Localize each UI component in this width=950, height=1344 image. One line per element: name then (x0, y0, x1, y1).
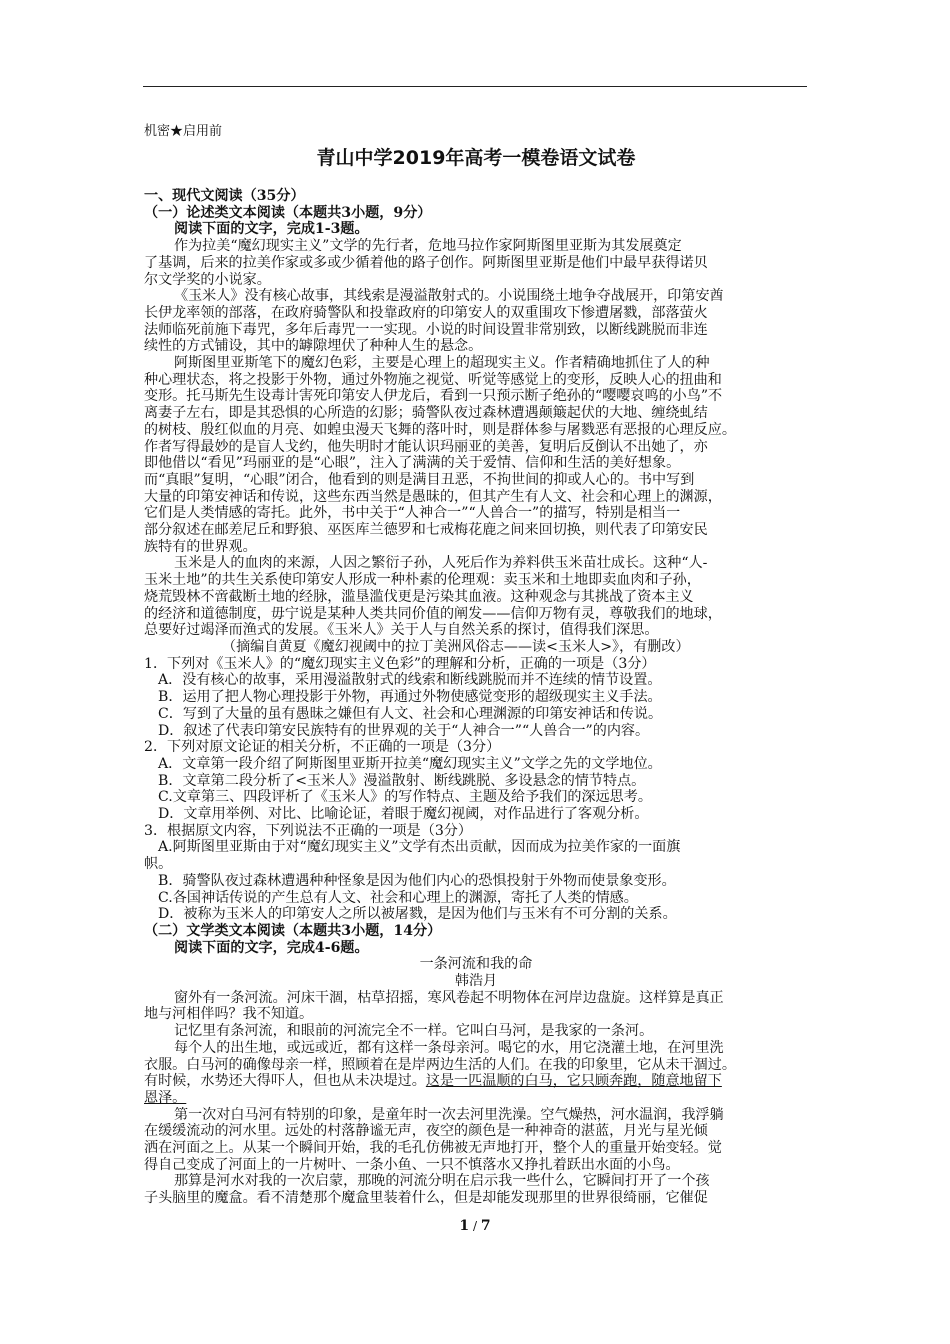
option-c: C.文章第三、四段评析了《玉米人》的写作特点、主题及给予我们的深远思考。 (158, 789, 652, 806)
question-1 (144, 656, 808, 740)
text-line: 大量的印第安神话和传说，这些东西当然是愚昧的，但其产生有人文、社会和心理上的渊源， (144, 488, 722, 505)
text-line: 第一次对白马河有特别的印象，是童年时一次去河里洗澡。空气燥热，河水温润，我浮躺 (174, 1106, 724, 1123)
text-line: 衣服。白马河的确像母亲一样，照顾着在是岸两边生活的人们。在我的印象里，它从未干涸过。 (144, 1056, 736, 1073)
text-line: 子头脑里的魔盒。看不清楚那个魔盒里装着什么，但是却能发现那里的世界很绮丽，它催促 (144, 1190, 708, 1207)
text-line: 窗外有一条河流。河床干涸，枯草招摇，寒风卷起不明物体在河岸边盘旋。这样算是真正 (174, 989, 724, 1006)
option-b: B．骑警队夜过森林遭遇种种怪象是因为他们内心的恐惧投射于外物而使景象变形。 (158, 872, 676, 889)
text-line: 玉米是人的血肉的来源，人因之繁衍子孙，人死后作为养料供玉米苗壮成长。这种“人- (174, 555, 708, 572)
option-a-continued: 帜。 (144, 856, 173, 873)
question-stem: 1．下列对《玉米人》的“魔幻现实主义色彩”的理解和分析，正确的一项是（3分） (144, 655, 656, 672)
option-a: A．文章第一段介绍了阿斯图里亚斯开拉美“魔幻现实主义”文学之先的文学地位。 (158, 755, 662, 772)
text-line: 在缓缓流动的河水里。远处的村落静谧无声，夜空的颜色是一种神奇的湛蓝，月光与星光倾 (144, 1123, 708, 1140)
text-line: 地与河相伴吗？我不知道。 (144, 1006, 314, 1023)
text-line: 变形。托马斯先生设毒计害死印第安人伊龙后，看到一只预示断子绝孙的“嘤嘤哀鸣的小鸟”不 (144, 388, 723, 405)
paragraph-3 (144, 355, 808, 555)
option-b: B．文章第二段分析了<玉米人》漫溢散射、断线跳脱、多设悬念的情节特点。 (158, 772, 646, 789)
paragraph-2 (144, 288, 808, 355)
page-separator: / (469, 1219, 481, 1233)
secret-label: 机密★启用前 (144, 124, 223, 139)
story-paragraph-4 (144, 1107, 808, 1174)
story-title: 一条河流和我的命 (419, 956, 533, 973)
text-line: 离妻子左右，即是其恐惧的心所造的幻影；骑警队夜过森林遭遇颠簸起伏的大地、缠绕虬结 (144, 405, 708, 422)
text-line: 洒在河面之上。从某一个瞬间开始，我的毛孔仿佛被无声地打开，整个人的重量开始变轻。觉 (144, 1140, 722, 1157)
text-line: 法师临死前施下毒咒，多年后毒咒一一实现。小说的时间设置非常别致，以断线跳脱而非连 (144, 321, 708, 338)
page-number (0, 1218, 950, 1234)
option-d: D．被称为玉米人的印第安人之所以被屠戮，是因为他们与玉米有不可分割的关系。 (158, 906, 677, 923)
option-d: D．叙述了代表印第安民族特有的世界观的关于“人神合一”“人兽合一”的内容。 (158, 722, 650, 739)
underlined-sentence: 这是一匹温顺的白马，它只顾奔跑，随意地留下 (425, 1073, 722, 1090)
text-line: 长伊龙率领的部落，在政府骑警队和投靠政府的印第安人的双重围攻下惨遭屠戮，部落萤火 (144, 304, 708, 321)
part1-instruction: 阅读下面的文字，完成1-3题。 (174, 221, 369, 238)
text-line: 作者写得最妙的是盲人戈约，他失明时才能认识玛丽亚的美善，复明后反倒认不出她了，亦 (144, 438, 708, 455)
part1-heading: （一）论述类文本阅读（本题共3小题，9分） (144, 204, 432, 221)
story-paragraph-2 (144, 1023, 808, 1040)
option-d: D．文章用举例、对比、比喻论证，着眼于魔幻视阈，对作品进行了客观分析。 (158, 806, 649, 823)
source-citation: （摘编自黄夏《魔幻视阈中的拉丁美洲风俗志——读<玉米人>》，有删改） (222, 638, 690, 655)
option-c: C．写到了大量的虽有愚昧之嫌但有人文、社会和心理渊源的印第安神话和传说。 (158, 705, 663, 722)
text-line: 作为拉美“魔幻现实主义”文学的先行者，危地马拉作家阿斯图里亚斯为其发展奠定 (174, 238, 682, 255)
text-line: 那算是河水对我的一次启蒙，那晚的河流分明在启示我一些什么，它瞬间打开了一个孩 (174, 1173, 710, 1190)
header-rule (143, 86, 807, 87)
text-line: 即他借以“看见”玛丽亚的是“心眼”，注入了满满的关于爱情、信仰和生活的美好想象。 (144, 455, 681, 472)
exam-page (144, 124, 808, 1207)
option-a: A．没有核心的故事，采用漫溢散射式的线索和断线跳脱而并不连续的情节设置。 (158, 672, 662, 689)
text-line: 记忆里有条河流，和眼前的河流完全不一样。它叫白马河，是我家的一条河。 (174, 1023, 654, 1040)
text-line: 总要好过竭泽而渔式的发展。《玉米人》关于人与自然关系的探讨，值得我们深思。 (144, 622, 659, 639)
text-span: 有时候，水势还大得吓人，但也从未决堤过。 (144, 1073, 426, 1090)
option-c: C.各国神话传说的产生总有人文、社会和心理上的渊源，寄托了人类的情感。 (158, 889, 638, 906)
part2-instruction: 阅读下面的文字，完成4-6题。 (174, 939, 369, 956)
text-line: 的经济和道德制度，毋宁说是某种人类共同价值的阐发——信仰万物有灵，尊敬我们的地球， (144, 605, 722, 622)
question-3 (144, 823, 808, 923)
story-paragraph-5 (144, 1173, 808, 1206)
text-line: 每个人的出生地，或远或近，都有这样一条母亲河。喝它的水，用它浇灌土地，在河里洗 (174, 1039, 724, 1056)
question-2 (144, 739, 808, 823)
page-current: 1 (459, 1218, 470, 1234)
story-paragraph-1 (144, 990, 808, 1023)
text-line (144, 1090, 808, 1107)
text-line: 《玉米人》没有核心故事，其线索是漫溢散射式的。小说围绕土地争夺战展开，印第安酋 (174, 288, 724, 305)
story-author: 韩浩月 (454, 973, 498, 990)
text-line: 的树枝、殷红似血的月亮、如蝗虫漫天飞舞的落叶时，则是群体参与屠戮恶有恶报的心理反应。 (144, 421, 736, 438)
question-stem: 3．根据原文内容，下列说法不正确的一项是（3分） (144, 822, 472, 839)
text-line: 了基调，后来的拉美作家或多或少循着他的路子创作。阿斯图里亚斯是他们中最早获得诺贝 (144, 254, 708, 271)
question-stem: 2．下列对原文论证的相关分析，不正确的一项是（3分） (144, 739, 501, 756)
paragraph-4 (144, 555, 808, 639)
part2-heading: （二）文学类文本阅读（本题共3小题，14分） (144, 922, 442, 939)
text-line (144, 1073, 808, 1090)
text-line: 它们是人类情感的寄托。此外，书中关于“人神合一”“人兽合一”的描写，特别是相当一 (144, 505, 681, 522)
text-line: 部分叙述在邮差尼丘和野狼、巫医库兰德罗和七戒梅花鹿之间来回切换，则代表了印第安民 (144, 522, 708, 539)
text-line: 续性的方式铺设，其中的罅隙埋伏了种种人生的悬念。 (144, 338, 483, 355)
option-a: A.阿斯图里亚斯由于对“魔幻现实主义”文学有杰出贡献，因而成为拉美作家的一面旗 (158, 839, 681, 856)
page-total: 7 (480, 1218, 491, 1234)
text-line: 得自己变成了河面上的一片树叶、一条小鱼、一只不慎落水又挣扎着跃出水面的小鸟。 (144, 1156, 680, 1173)
paragraph-1 (144, 238, 808, 288)
underlined-sentence-end: 恩泽。 (144, 1089, 187, 1106)
text-line: 尔文学奖的小说家。 (144, 271, 271, 288)
text-line: 而“真眼”复明，“心眼”闭合，他看到的则是满目丑恶，不拘世间的抑或人心的。书中写到 (144, 471, 695, 488)
text-line: 种心理状态，将之投影于外物，通过外物施之视觉、听觉等感觉上的变形，反映人心的扭曲和 (144, 371, 722, 388)
option-b: B．运用了把人物心理投影于外物，再通过外物使感觉变形的超级现实主义手法。 (158, 689, 662, 706)
text-line: 阿斯图里亚斯笔下的魔幻色彩，主要是心理上的超现实主义。作者精确地抓住了人的种 (174, 355, 710, 372)
text-line: 族特有的世界观。 (144, 538, 257, 555)
text-line: 玉米土地”的共生关系使印第安人形成一种朴素的伦理观：卖玉米和土地即卖血肉和子孙， (144, 572, 701, 589)
page-title: 青山中学2019年高考一模卷语文试卷 (316, 147, 636, 169)
section-heading: 一、现代文阅读（35分） (144, 188, 305, 204)
story-paragraph-3 (144, 1040, 808, 1107)
text-line: 烧荒毁林不啻截断土地的经脉，滥垦滥伐更是污染其血液。这种观念与其挑战了资本主义 (144, 588, 694, 605)
